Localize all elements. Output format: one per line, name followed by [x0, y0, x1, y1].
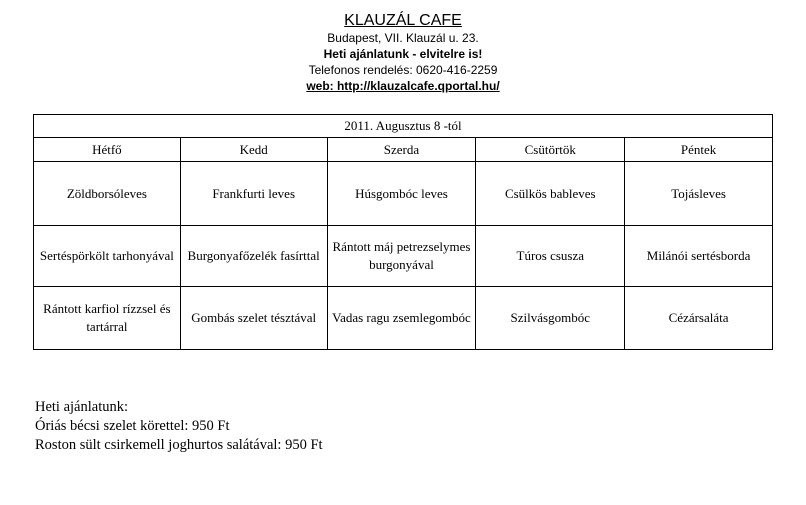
- menu-dish: Túros csusza: [476, 226, 625, 287]
- day-header: Csütörtök: [476, 138, 625, 162]
- day-header: Péntek: [625, 138, 773, 162]
- menu-dish: Gombás szelet tésztával: [180, 287, 327, 350]
- menu-dish: Csülkös bableves: [476, 162, 625, 226]
- menu-dish: Zöldborsóleves: [34, 162, 181, 226]
- day-header: Szerda: [327, 138, 476, 162]
- menu-dish: Húsgombóc leves: [327, 162, 476, 226]
- menu-dish: Frankfurti leves: [180, 162, 327, 226]
- restaurant-header: [0, 11, 806, 94]
- weekly-specials-title: Heti ajánlatunk:: [35, 399, 129, 415]
- menu-dish: Rántott karfiol rízzsel és tartárral: [34, 287, 181, 350]
- menu-dish: Sertéspörkölt tarhonyával: [34, 226, 181, 287]
- restaurant-address: Budapest, VII. Klauzál u. 23.: [327, 31, 479, 45]
- menu-dish: Tojásleves: [625, 162, 773, 226]
- menu-row-soups: [34, 162, 773, 226]
- menu-dish: Burgonyafőzelék fasírttal: [180, 226, 327, 287]
- restaurant-name: KLAUZÁL CAFE: [344, 12, 462, 29]
- menu-dish: Szilvásgombóc: [476, 287, 625, 350]
- weekly-menu-table: [33, 114, 773, 350]
- weekly-special-item: Óriás bécsi szelet körettel: 950 Ft: [35, 418, 230, 434]
- day-header: Hétfő: [34, 138, 181, 162]
- day-header: Kedd: [180, 138, 327, 162]
- phone-order: Telefonos rendelés: 0620-416-2259: [308, 63, 498, 77]
- menu-dish: Milánói sertésborda: [625, 226, 773, 287]
- menu-row-main-1: [34, 226, 773, 287]
- website-link[interactable]: web: http://klauzalcafe.qportal.hu/: [306, 79, 500, 93]
- menu-dish: Cézársaláta: [625, 287, 773, 350]
- menu-dish: Vadas ragu zsemlegombóc: [327, 287, 476, 350]
- weekly-specials: [35, 398, 323, 455]
- menu-period: 2011. Augusztus 8 -tól: [34, 115, 773, 138]
- menu-row-main-2: [34, 287, 773, 350]
- menu-dish: Rántott máj petrezselymes burgonyával: [327, 226, 476, 287]
- weekly-special-item: Roston sült csirkemell joghurtos salátával: 950 Ft: [35, 437, 323, 453]
- weekly-offer-note: Heti ajánlatunk - elvitelre is!: [323, 47, 483, 61]
